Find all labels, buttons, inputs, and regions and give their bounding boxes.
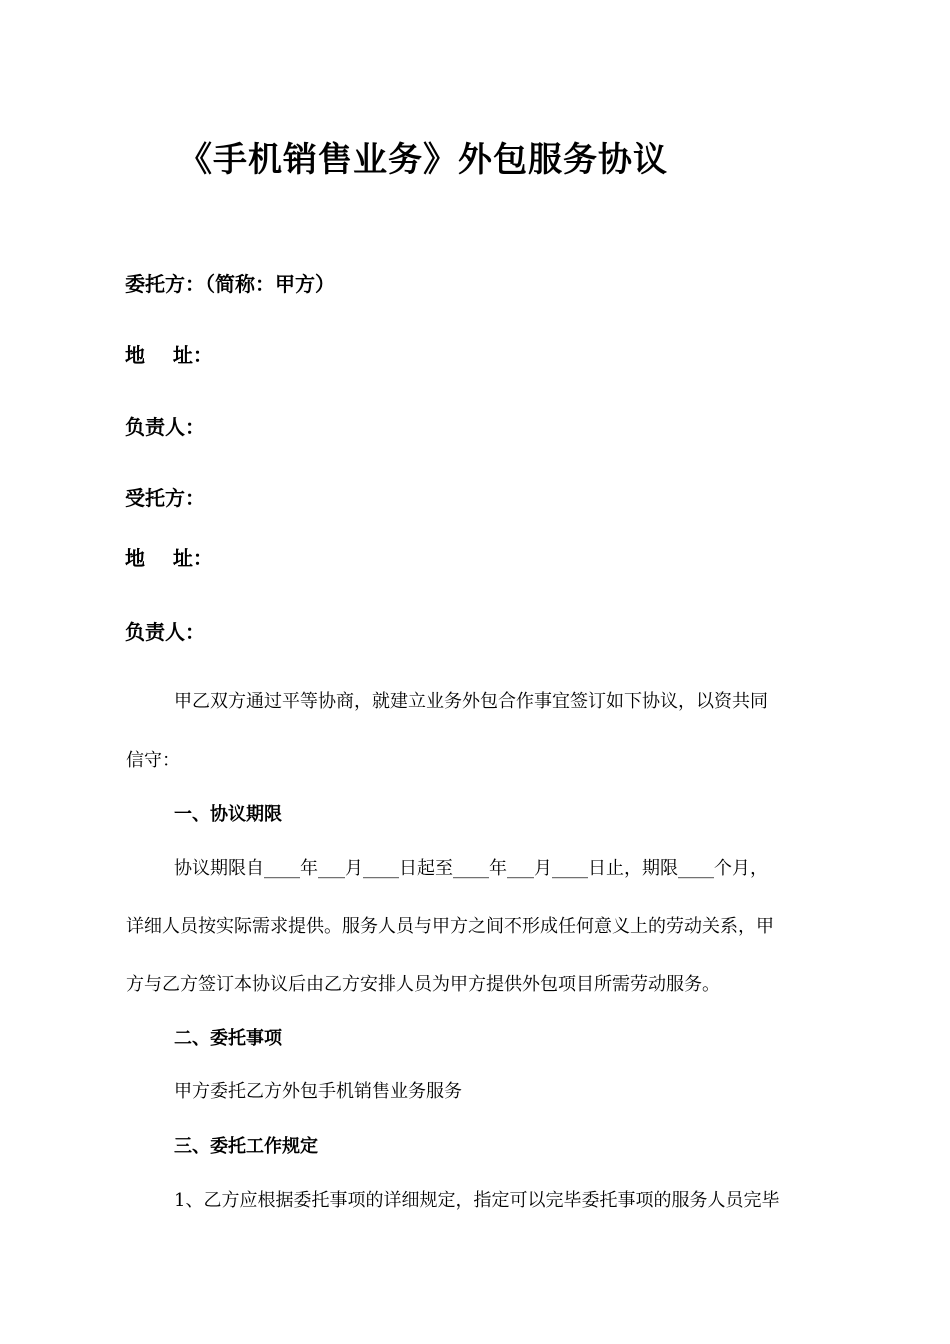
document-title: 《手机销售业务》外包服务协议: [178, 140, 668, 180]
contractor-address-label: 地 址：: [125, 546, 213, 570]
client-person-label: 负责人：: [125, 415, 205, 439]
section-1-line-3: 方与乙方签订本协议后由乙方安排人员为甲方提供外包项目所需劳动服务。: [126, 974, 720, 995]
section-3-line-1: 1、乙方应根据委托事项的详细规定，指定可以完毕委托事项的服务人员完毕: [174, 1190, 780, 1211]
section-1-line-2: 详细人员按实际需求提供。服务人员与甲方之间不形成任何意义上的劳动关系，甲: [126, 916, 774, 937]
contractor-person-label: 负责人：: [125, 620, 205, 644]
section-2-heading: 二、委托事项: [174, 1028, 282, 1049]
section-1-line-1: 协议期限自____年___月____日起至____年___月____日止，期限____个月，: [174, 858, 768, 879]
section-3-heading: 三、委托工作规定: [174, 1136, 318, 1157]
client-label: 委托方：（简称：甲方）: [125, 272, 335, 296]
client-address-label: 地 址：: [125, 343, 213, 367]
contractor-label: 受托方：: [125, 486, 205, 510]
section-2-line-1: 甲方委托乙方外包手机销售业务服务: [174, 1081, 462, 1102]
section-1-heading: 一、协议期限: [174, 804, 282, 825]
intro-paragraph-line-1: 甲乙双方通过平等协商，就建立业务外包合作事宜签订如下协议，以资共同: [174, 691, 768, 712]
intro-paragraph-line-2: 信守：: [126, 750, 180, 771]
